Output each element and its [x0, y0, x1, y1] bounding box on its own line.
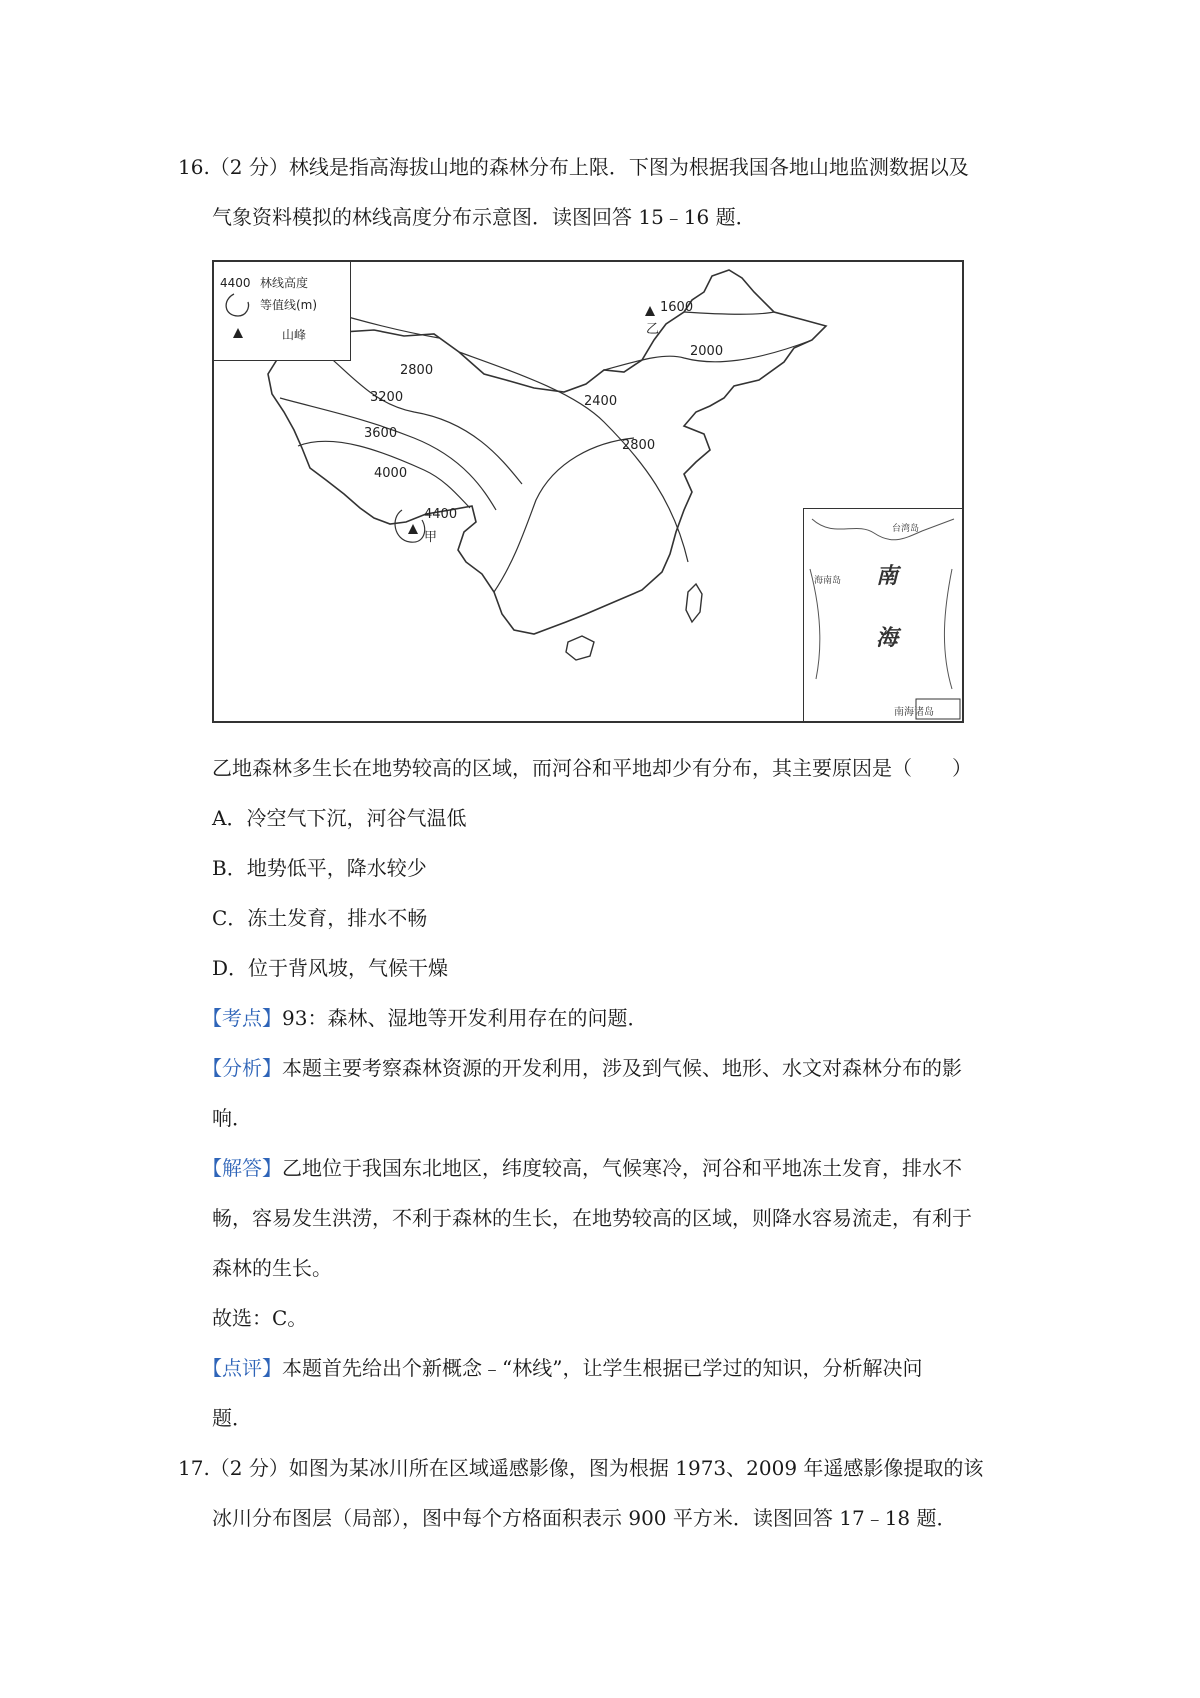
q16-line-1: 16.（2 分）林线是指高海拔山地的森林分布上限．下图为根据我国各地山地监测数据以及: [178, 155, 969, 179]
dianping-line-2: 题．: [212, 1406, 252, 1430]
contour-4400: [395, 510, 425, 542]
option-a: A．冷空气下沉，河谷气温低: [212, 806, 467, 830]
contour-label-2800-west: 2800: [400, 363, 434, 378]
dianping-text-1: 本题首先给出个新概念﹣“林线”，让学生根据已学过的知识，分析解决问: [282, 1356, 923, 1380]
answer-line: 故选：C。: [212, 1306, 308, 1330]
q17-line-2: 冰川分布图层（局部），图中每个方格面积表示 900 平方米．读图回答 17﹣18 题．: [212, 1506, 957, 1530]
contour-3600: [280, 398, 496, 510]
legend-contour-label-1: 林线高度: [260, 276, 309, 290]
contour-label-4000: 4000: [374, 466, 408, 481]
contour-3200: [306, 340, 522, 484]
inset-coast: [812, 519, 954, 540]
contour-label-4400: 4400: [424, 507, 458, 522]
option-b: B．地势低平，降水较少: [212, 856, 427, 880]
kaodian-line: [202, 1004, 647, 1032]
legend-contour-icon: [226, 294, 248, 316]
treeline-map: [212, 260, 964, 723]
q17-line-1: 17.（2 分）如图为某冰川所在区域遥感影像，图为根据 1973、2009 年遥感影像提取的该: [178, 1456, 984, 1480]
inset-nan-label: 南: [876, 564, 899, 589]
inset-hai-label: 海: [876, 626, 899, 651]
fenxi-line-2: 响．: [212, 1106, 252, 1130]
fenxi-tag: 【分析】: [202, 1056, 282, 1080]
contour-label-2000: 2000: [690, 344, 724, 359]
fenxi-line-1: [202, 1054, 962, 1082]
legend-contour-value: 4400: [220, 276, 251, 290]
contour-label-2800-east: 2800: [622, 438, 656, 453]
peak-yi-label: 乙: [646, 322, 660, 337]
dianping-tag: 【点评】: [202, 1356, 282, 1380]
fenxi-text-1: 本题主要考察森林资源的开发利用，涉及到气候、地形、水文对森林分布的影: [282, 1056, 962, 1080]
contour-2800-east: [494, 438, 634, 592]
kaodian-tag: 【考点】: [202, 1006, 282, 1030]
dianping-line-1: [202, 1354, 922, 1382]
legend-peak-label: 山峰: [282, 328, 307, 342]
kaodian-text: 93：森林、湿地等开发利用存在的问题．: [282, 1006, 648, 1030]
inset-taiwan-label: 台湾岛: [892, 524, 920, 534]
jieda-line-2: 畅，容易发生洪涝，不利于森林的生长，在地势较高的区域，则降水容易流走，有利于: [212, 1206, 972, 1230]
hainan-outline: [566, 636, 594, 660]
map-legend: [214, 262, 351, 361]
legend-peak-icon: [233, 328, 243, 338]
inset-hainan-label: 海南岛: [814, 576, 842, 586]
inset-drawing: [804, 509, 962, 721]
question-stem: 乙地森林多生长在地势较高的区域，而河谷和平地却少有分布，其主要原因是（ ）: [212, 756, 972, 780]
south-china-sea-inset: [803, 508, 962, 721]
jieda-tag: 【解答】: [202, 1156, 282, 1180]
q16-line-2: 气象资料模拟的林线高度分布示意图．读图回答 15﹣16 题．: [212, 205, 756, 229]
option-d: D．位于背风坡，气候干燥: [212, 956, 449, 980]
jieda-text-1: 乙地位于我国东北地区，纬度较高，气候寒冷，河谷和平地冻土发育，排水不: [282, 1156, 962, 1180]
contour-label-3200: 3200: [370, 390, 404, 405]
option-c: C．冻土发育，排水不畅: [212, 906, 428, 930]
peak-jia-icon: [408, 524, 418, 534]
contour-2400: [459, 352, 688, 562]
contour-label-3600: 3600: [364, 426, 398, 441]
taiwan-outline: [686, 584, 702, 622]
china-outline: [268, 270, 826, 634]
contour-label-1600: 1600: [660, 300, 694, 315]
jieda-line-3: 森林的生长。: [212, 1256, 332, 1280]
inset-coast-east: [944, 569, 952, 689]
contour-1600: [684, 312, 774, 314]
inset-islands-label: 南海诸岛: [894, 707, 934, 718]
peak-jia-label: 甲: [424, 530, 438, 545]
jieda-line-1: [202, 1154, 962, 1182]
peak-yi-icon: [645, 306, 655, 316]
legend-contour-label-2: 等值线(m): [260, 298, 318, 312]
contour-label-2400: 2400: [584, 394, 618, 409]
